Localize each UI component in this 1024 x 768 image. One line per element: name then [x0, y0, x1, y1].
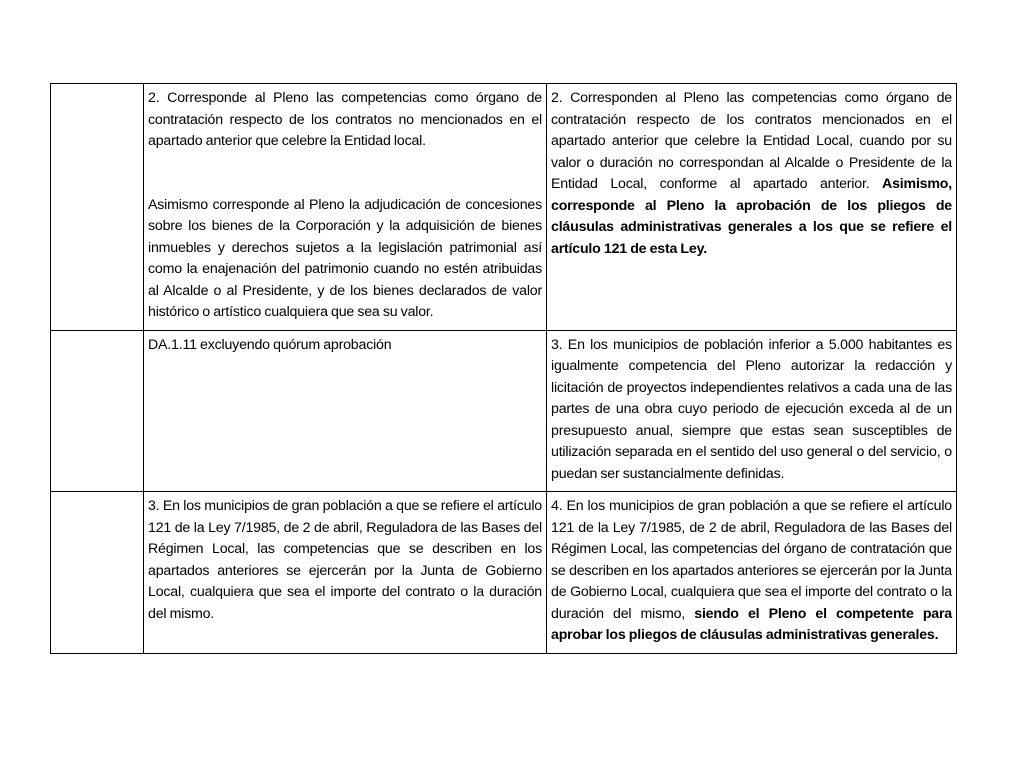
paragraph: 2. Corresponde al Pleno las competencias como órgano de contratación respecto de los contratos no mencionados en el apartado anterior que celebre la Entidad local.	[148, 90, 542, 149]
table-row	[51, 330, 957, 492]
empty-cell	[51, 330, 144, 492]
table-row	[51, 84, 957, 331]
empty-cell	[51, 84, 144, 331]
new-text-cell: 3. En los municipios de población inferior a 5.000 habitantes es igualmente competencia del Pleno autorizar la redacción y licitación de proyectos independientes relativos a cada una de las partes de una obra cuyo periodo de ejecución exceda al de un presupuesto anual, siempre que estas sean susceptibles de utilización separada en el sentido del uso general o del servicio, o puedan ser sustancialmente definidas.	[547, 330, 957, 492]
paragraph: Asimismo corresponde al Pleno la adjudicación de concesiones sobre los bienes de la Corporación y la adquisición de bienes inmuebles y derechos sujetos a la legislación patrimonial así como la enajenación del patrimonio cuando no estén atribuidas al Alcalde o al Presidente, y de los bienes declarados de valor histórico o artístico cualquiera que sea su valor.	[148, 196, 542, 320]
plain-text: 4. En los municipios de gran población a que se refiere el artículo 121 de la Ley 7/1985, de 2 de abril, Reguladora de las Bases del Régimen Local, las competencias del órgano de contratación que se describen en los apartados anteriores se ejercerán por la Junta de Gobierno Local, cualquiera que sea el importe del contrato o la duración del mismo,	[551, 498, 952, 622]
empty-cell	[51, 492, 144, 654]
bold-text: siendo el Pleno el competente para aprobar los pliegos de cláusulas administrativas generales.	[551, 605, 953, 643]
previous-text-cell	[144, 84, 547, 331]
previous-text-cell: DA.1.11 excluyendo quórum aprobación	[144, 330, 547, 492]
new-text-cell	[547, 84, 957, 331]
comparison-table	[50, 83, 957, 654]
previous-text-cell: 3. En los municipios de gran población a que se refiere el artículo 121 de la Ley 7/1985, de 2 de abril, Reguladora de las Bases del Régimen Local, las competencias que se describen en los apartados anteriores se ejercerán por la Junta de Gobierno Local, cualquiera que sea el importe del contrato o la duración del mismo.	[144, 492, 547, 654]
table-row	[51, 492, 957, 654]
new-text-cell	[547, 492, 957, 654]
bold-text: Asimismo, corresponde al Pleno la aprobación de los pliegos de cláusulas administrativas generales a los que se refiere el artículo 121 de esta Ley.	[551, 176, 952, 257]
paragraph-gap	[148, 153, 542, 195]
plain-text: 2. Corresponden al Pleno las competencias como órgano de contratación respecto de los contratos mencionados en el apartado anterior que celebre la Entidad Local, cuando por su valor o duración no correspondan al Alcalde o Presidente de la Entidad Local, conforme al apartado anterior.	[551, 90, 952, 192]
